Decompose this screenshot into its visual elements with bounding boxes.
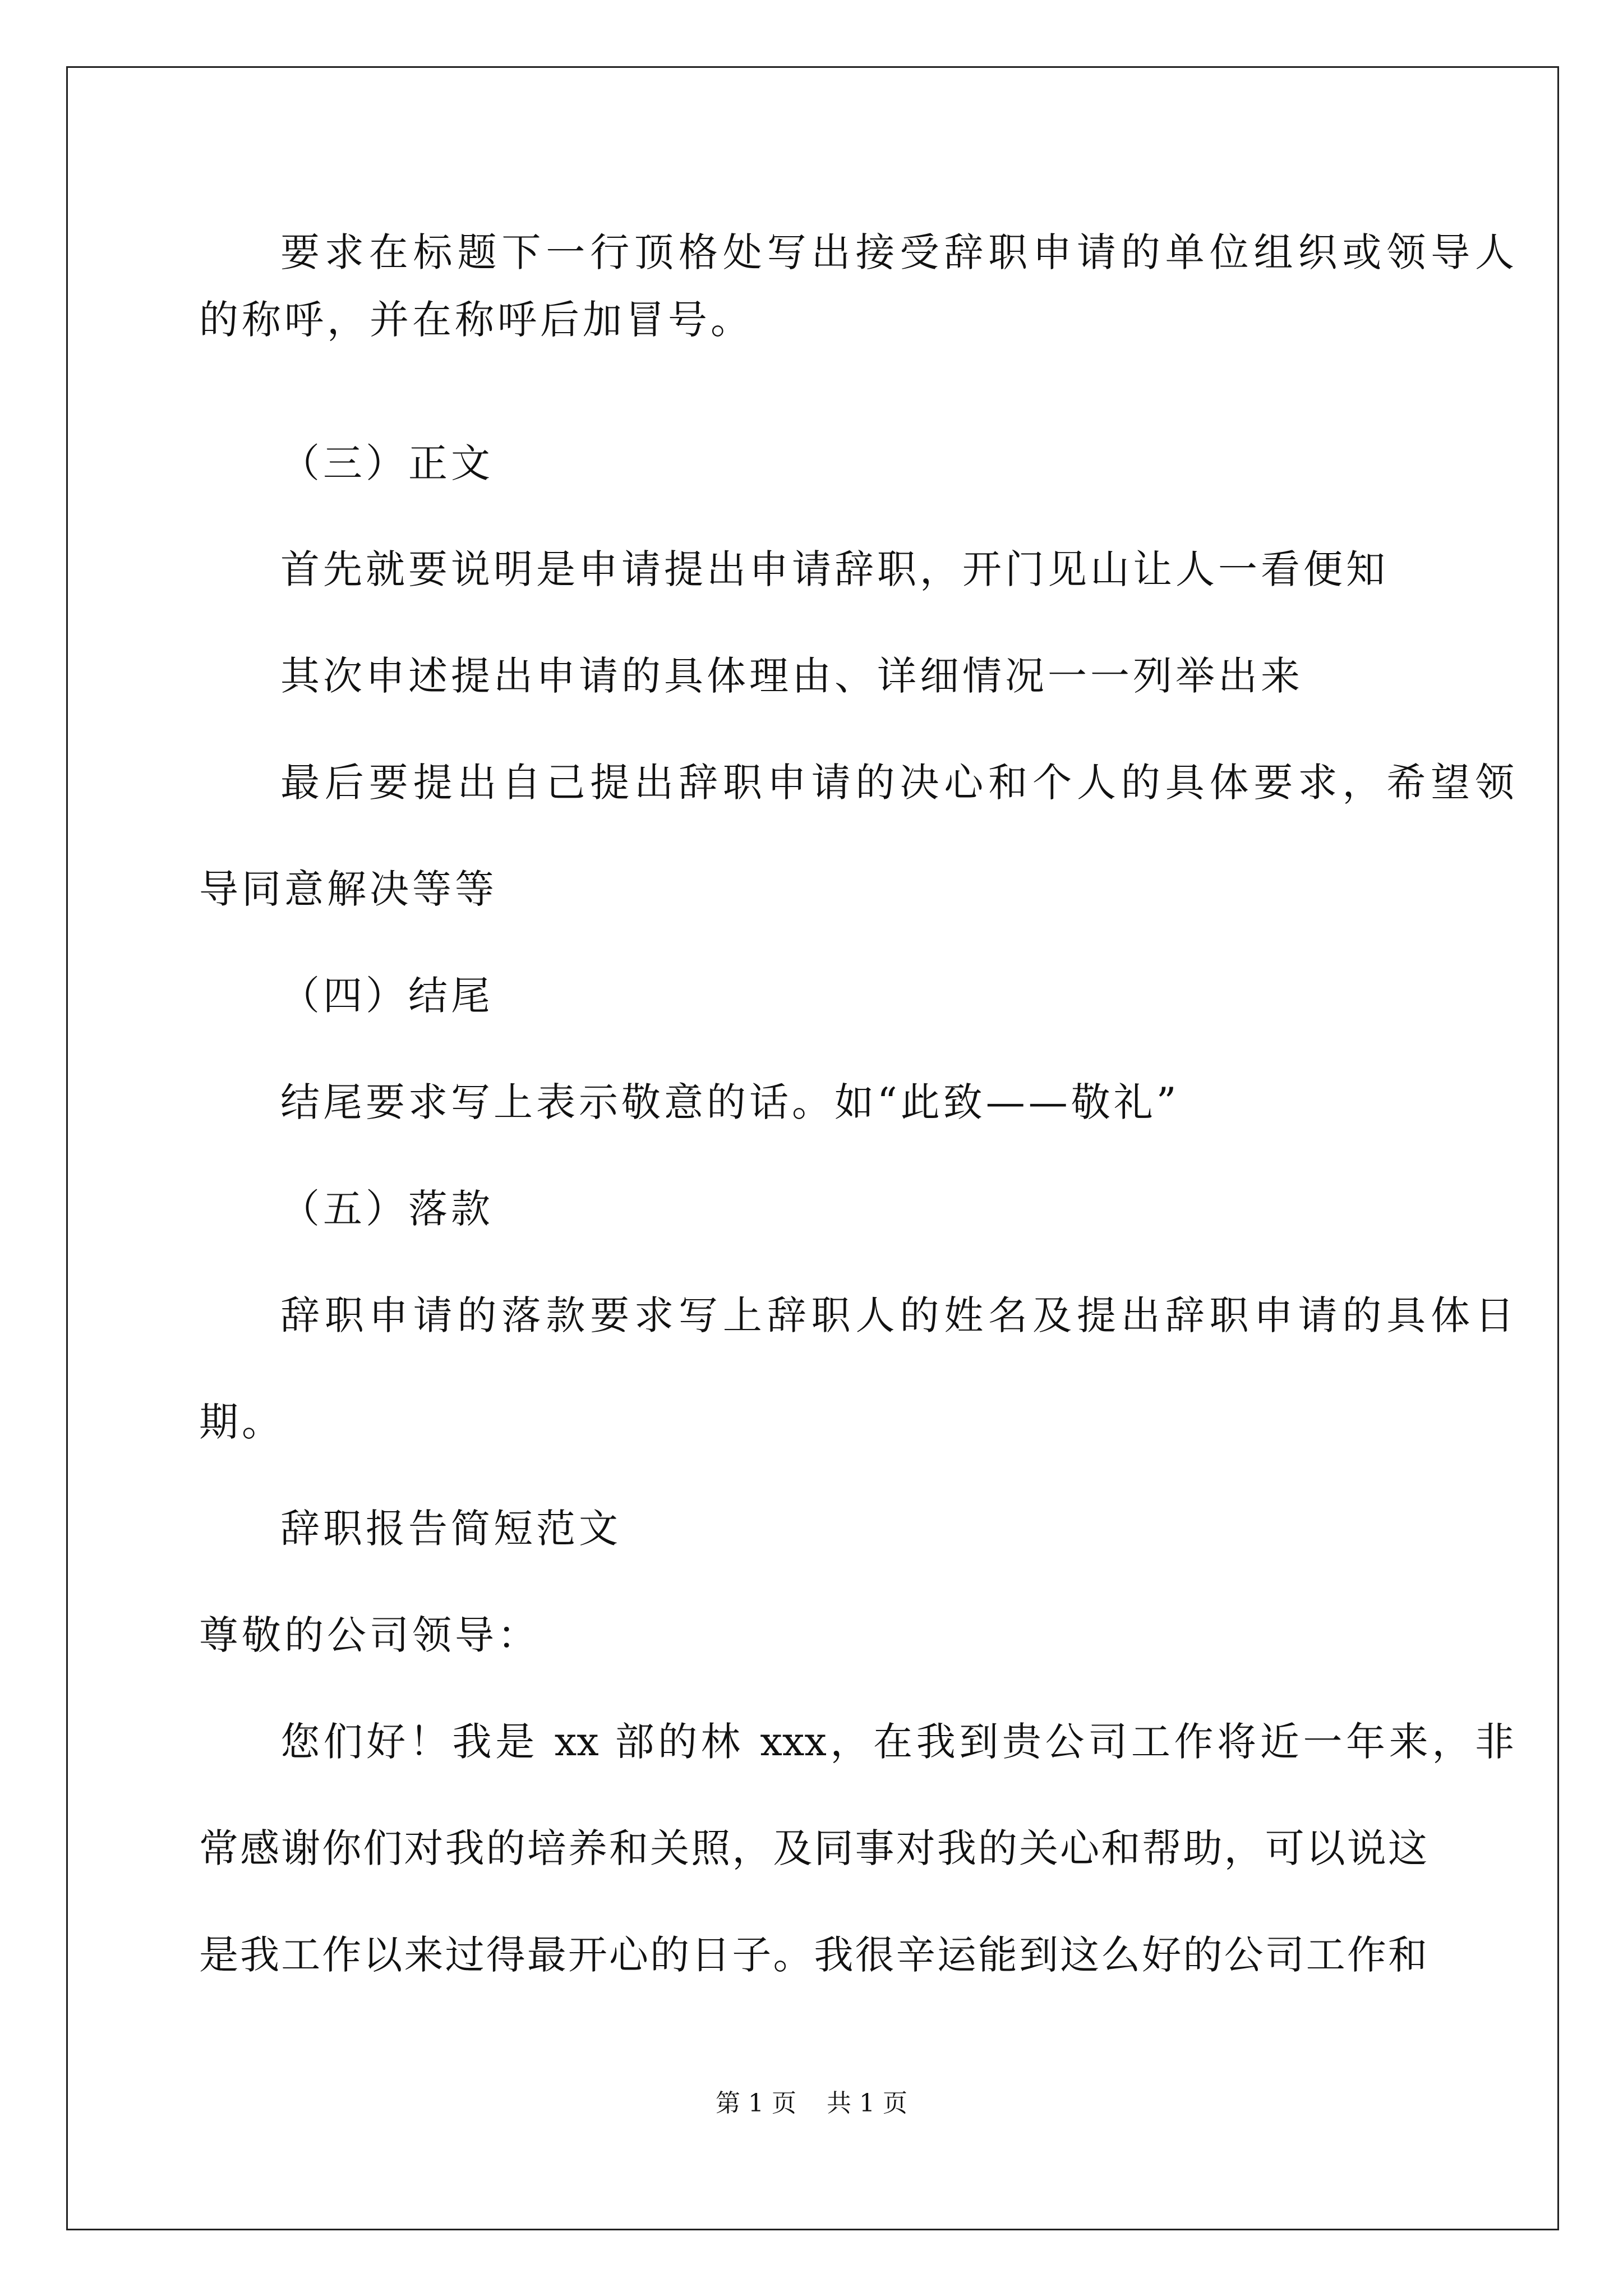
paragraph-line: 其次申述提出申请的具体理由、详细情况一一列举出来: [280, 653, 1303, 699]
paragraph-line: 期。: [199, 1399, 284, 1445]
paragraph-line: 首先就要说明是申请提出申请辞职，开门见山让人一看便知: [280, 546, 1389, 592]
page-footer: [0, 2090, 1623, 2118]
paragraph-line: 结尾要求写上表示敬意的话。如“此致——敬礼”: [280, 1079, 1180, 1125]
paragraph-line: 是我工作以来过得最开心的日子。我很辛运能到这么好的公司工作和: [199, 1932, 1427, 1978]
page-border: [66, 66, 1559, 2230]
section-heading: （三）正文: [280, 440, 494, 486]
section-heading: （五）落款: [280, 1186, 494, 1232]
page-number: 第 1 页: [716, 2089, 796, 2118]
paragraph-line: 要求在标题下一行顶格处写出接受辞职申请的单位组织或领导人: [280, 229, 1514, 275]
paragraph-line: 导同意解决等等: [199, 866, 497, 912]
section-heading: （四）结尾: [280, 973, 494, 1019]
page-total: 共 1 页: [827, 2089, 907, 2118]
paragraph-line: 常感谢你们对我的培养和关照，及同事对我的关心和帮助，可以说这: [199, 1825, 1427, 1871]
paragraph-line: 的称呼，并在称呼后加冒号。: [199, 297, 753, 343]
paragraph-line: 辞职申请的落款要求写上辞职人的姓名及提出辞职申请的具体日: [280, 1292, 1514, 1338]
document-title: 辞职报告简短范文: [280, 1506, 621, 1552]
salutation: 尊敬的公司领导：: [199, 1612, 540, 1658]
paragraph-line: 最后要提出自己提出辞职申请的决心和个人的具体要求，希望领: [280, 760, 1514, 806]
paragraph-line: 您们好！我是 xx 部的林 xxx，在我到贵公司工作将近一年来，非: [280, 1719, 1514, 1765]
